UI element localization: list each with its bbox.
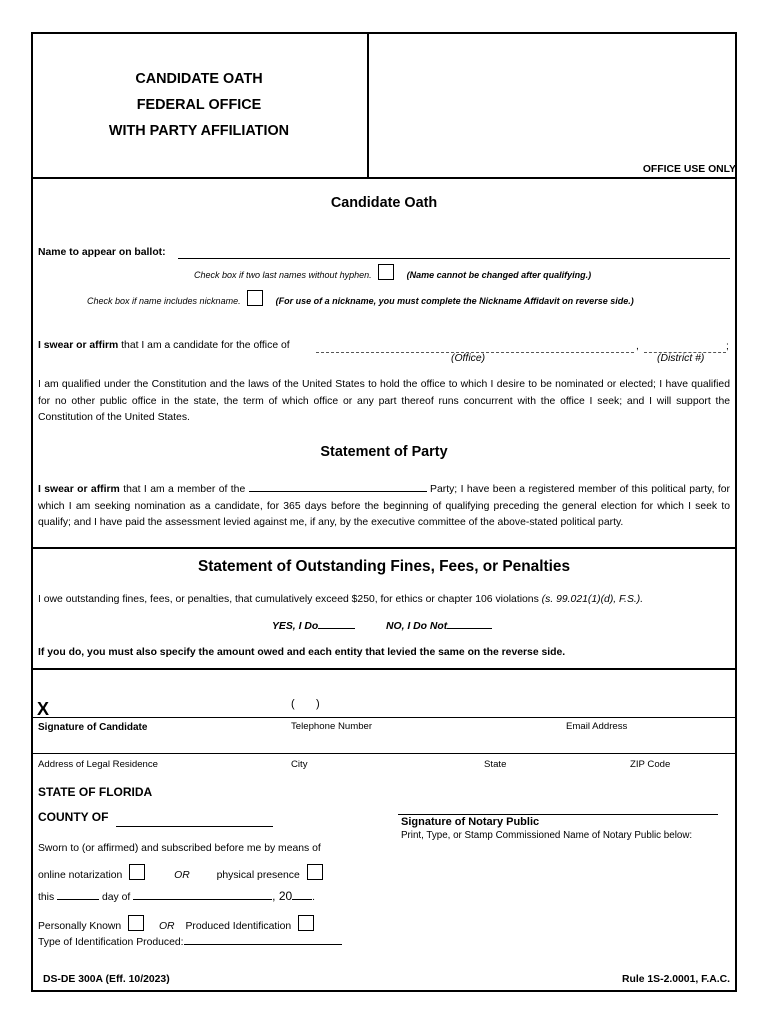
party-name-field[interactable]: [249, 480, 427, 492]
online-label: online notarization: [38, 870, 123, 881]
nickname-warning: (For use of a nickname, you must complete the Nickname Affidavit on reverse side.): [275, 296, 634, 306]
fines-text: I owe outstanding fines, fees, or penalties, that cumulatively exceed $250, for ethics or chapter 106 violations: [38, 594, 539, 605]
month-field[interactable]: [133, 899, 272, 900]
title-line-1: CANDIDATE OATH: [135, 71, 263, 87]
party-text-before: that I am a member of the: [123, 484, 246, 495]
header-divider: [367, 32, 369, 178]
no-option[interactable]: [386, 621, 492, 632]
header-bottom-rule: [31, 177, 737, 179]
identification-row: [38, 915, 318, 932]
office-swear-bold: I swear or affirm: [38, 340, 119, 351]
hyphen-checkbox[interactable]: [378, 264, 394, 280]
candidate-signature-label: Signature of Candidate: [38, 722, 148, 733]
office-caption: (Office): [451, 353, 486, 364]
office-swear-text: that I am a candidate for the office of: [121, 340, 290, 351]
no-label: NO, I Do Not: [386, 621, 448, 632]
notary-signature-line[interactable]: [398, 814, 718, 815]
rule-citation: Rule 1S-2.0001, F.A.C.: [622, 974, 730, 985]
email-label: Email Address: [566, 721, 628, 732]
online-checkbox[interactable]: [129, 864, 145, 880]
hyphen-row: [194, 264, 591, 280]
address-label: Address of Legal Residence: [38, 759, 158, 770]
phone-parens: ( ): [291, 698, 320, 710]
zip-label: ZIP Code: [630, 759, 671, 770]
produced-id-checkbox[interactable]: [298, 915, 314, 931]
fines-text-row: [38, 594, 643, 605]
party-swear-bold: I swear or affirm: [38, 484, 120, 495]
party-paragraph: [38, 480, 730, 532]
or-label-1: OR: [174, 870, 190, 881]
nickname-checkbox[interactable]: [247, 290, 263, 306]
year-prefix: , 20: [272, 889, 293, 903]
candidate-oath-heading: Candidate Oath: [330, 195, 438, 211]
personally-known-label: Personally Known: [38, 921, 122, 932]
city-label: City: [291, 759, 308, 770]
ballot-name-label: Name to appear on ballot:: [38, 247, 166, 258]
no-field[interactable]: [447, 628, 492, 629]
date-period: .: [312, 892, 316, 903]
form-title: [31, 66, 367, 144]
physical-checkbox[interactable]: [307, 864, 323, 880]
district-caption: (District #): [657, 353, 705, 364]
party-heading: Statement of Party: [320, 444, 448, 460]
fines-citation: (s. 99.021(1)(d), F.S.).: [541, 594, 644, 605]
county-field[interactable]: [116, 826, 273, 827]
x-mark: X: [37, 699, 50, 719]
nickname-row: [87, 290, 634, 306]
day-of-label: day of: [101, 892, 131, 903]
or-label-2: OR: [158, 921, 175, 932]
yes-field[interactable]: [318, 628, 355, 629]
physical-label: physical presence: [216, 870, 300, 881]
produced-id-label: Produced Identification: [185, 921, 292, 932]
date-row: [38, 889, 315, 903]
id-type-label: Type of Identification Produced:: [38, 937, 184, 948]
yes-label: YES, I Do: [272, 621, 319, 632]
fines-heading: Statement of Outstanding Fines, Fees, or Penalties: [197, 558, 570, 575]
personally-known-checkbox[interactable]: [128, 915, 144, 931]
qualified-paragraph: I am qualified under the Constitution and the laws of the United States to hold the office to which I desire to be nominated or elected; I have qualified for no other public office in the state, the term of which office or any part thereof runs concurrent with the office I seek; and I will support the Constitution of the United States.: [38, 379, 730, 423]
office-swear-row: [38, 340, 290, 351]
title-line-2: FEDERAL OFFICE: [136, 97, 262, 113]
form-number: DS-DE 300A (Eff. 10/2023): [43, 974, 170, 985]
phone-label: Telephone Number: [291, 721, 373, 732]
notary-signature-label: Signature of Notary Public: [401, 816, 540, 828]
nickname-note: Check box if name includes nickname.: [87, 296, 241, 306]
party-text-after: Party; I have been a registered member of this political party, for which I am seeking nomination as a candidate, for 365 days before the beginning of qualifying preceding the general election for which I seek to qualify; and I have paid the assessment levied against me, if any, by the executive committee of the above-stated political party.: [38, 484, 730, 528]
fines-bottom-rule: [31, 668, 737, 670]
state-label: State: [484, 759, 507, 770]
fines-instruction: If you do, you must also specify the amount owed and each entity that levied the same on the reverse side.: [38, 647, 566, 658]
notary-print-label: Print, Type, or Stamp Commissioned Name of Notary Public below:: [401, 830, 693, 841]
day-field[interactable]: [57, 899, 99, 900]
party-bottom-rule: [31, 547, 737, 549]
id-type-row: [38, 937, 342, 948]
id-type-field[interactable]: [184, 944, 342, 945]
state-of-florida: STATE OF FLORIDA: [38, 785, 153, 799]
sworn-text: Sworn to (or affirmed) and subscribed before me by means of: [38, 843, 321, 854]
district-semicolon: ;: [726, 341, 729, 352]
this-label: this: [38, 892, 55, 903]
hyphen-warning: (Name cannot be changed after qualifying.): [406, 270, 592, 280]
yes-option[interactable]: [272, 621, 355, 632]
hyphen-note: Check box if two last names without hyphen.: [194, 270, 372, 280]
address-line[interactable]: [31, 753, 737, 754]
office-use-label: OFFICE USE ONLY: [642, 164, 736, 175]
notarization-row: [38, 864, 327, 881]
year-field[interactable]: [292, 899, 312, 900]
county-of-label: COUNTY OF: [38, 810, 109, 824]
signature-line[interactable]: [31, 717, 737, 718]
ballot-name-field[interactable]: [178, 258, 730, 259]
office-comma: ,: [636, 341, 639, 352]
title-line-3: WITH PARTY AFFILIATION: [108, 123, 290, 139]
